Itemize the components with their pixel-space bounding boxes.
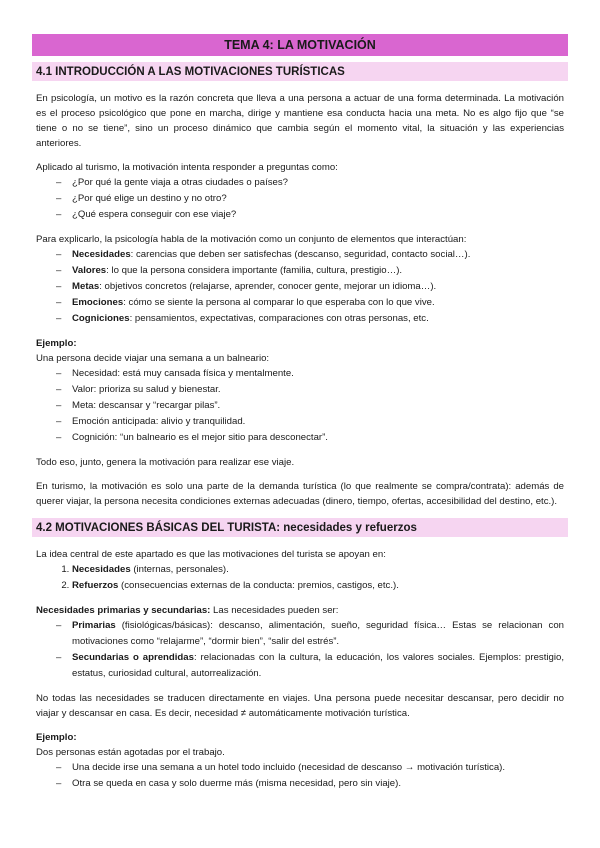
term: Cogniciones — [72, 313, 130, 324]
term: Primarias — [72, 620, 116, 631]
list-item: – Una decide irse una semana a un hotel todo incluido (necesidad de descanso → motivación turística). — [56, 760, 564, 776]
paragraph: Todo eso, junto, genera la motivación para realizar ese viaje. — [36, 457, 295, 468]
list-item: – Otra se queda en casa y solo duerme más (misma necesidad, pero sin viaje). — [56, 776, 564, 792]
list-item — [72, 562, 564, 578]
paragraph: En psicología, un motivo es la razón concreta que lleva a una persona a actuar de una forma determinada. La motivación es el proceso psicológico que pone en marcha, dirige y mantiene esa conducta hacia una meta. No es algo fijo que “se tiene o no se tiene”, sino un proceso dinámico que cambia según el momento vital, la situación y las experiencias anteriores. — [36, 93, 564, 149]
example-list — [36, 366, 564, 446]
paragraph — [36, 603, 564, 618]
list-item — [56, 311, 564, 327]
term: Necesidades — [72, 249, 131, 260]
list-item: – Cognición: “un balneario es el mejor sitio para desconectar”. — [56, 430, 564, 446]
list-item: – ¿Qué espera conseguir con ese viaje? — [56, 207, 564, 223]
term-definition: : carencias que deben ser satisfechas (descanso, seguridad, contacto social…). — [130, 249, 471, 260]
term-definition: (consecuencias externas de la conducta: premios, castigos, etc.). — [118, 580, 399, 591]
term-definition: : objetivos concretos (relajarse, aprender, conocer gente, mejorar un idioma…). — [99, 281, 437, 292]
list-item — [72, 578, 564, 594]
needs-list — [36, 618, 564, 682]
example-intro: Dos personas están agotadas por el trabajo. — [36, 747, 225, 758]
example-title: Ejemplo: — [36, 338, 77, 349]
paragraph: La idea central de este apartado es que las motivaciones del turista se apoyan en: — [36, 549, 386, 560]
example-intro: Una persona decide viajar una semana a un balneario: — [36, 353, 270, 364]
term-definition: : lo que la persona considera importante (familia, cultura, prestigio…). — [106, 265, 403, 276]
list-item — [56, 247, 564, 263]
paragraph: Aplicado al turismo, la motivación intenta responder a preguntas como: — [36, 162, 338, 173]
section-heading-4-2: 4.2 MOTIVACIONES BÁSICAS DEL TURISTA: necesidades y refuerzos — [32, 518, 568, 537]
example-list — [36, 760, 564, 792]
term-definition: : pensamientos, expectativas, comparaciones con otras personas, etc. — [129, 313, 429, 324]
paragraph: No todas las necesidades se traducen directamente en viajes. Una persona puede necesitar descansar, pero decidir no viajar y descansar en casa. Es decir, necesidad ≠ automáticamente motivación turística. — [36, 693, 564, 719]
list-item: – Meta: descansar y “recargar pilas”. — [56, 398, 564, 414]
term: Refuerzos — [72, 580, 119, 591]
needs-intro: Las necesidades pueden ser: — [210, 605, 339, 616]
example-title: Ejemplo: — [36, 732, 77, 743]
term: Metas — [72, 281, 100, 292]
term-definition: (fisiológicas/básicas): descanso, alimentación, sueño, seguridad física… Estas se relacionan con motivaciones como “relajarme”, “dormir bien”, “salir del estrés”. — [72, 620, 564, 647]
list-item — [56, 618, 564, 650]
term-definition: : relacionadas con la cultura, la educación, los valores sociales. Ejemplos: prestigio, estatus, curiosidad cultural, autorrealización. — [72, 652, 564, 679]
list-item — [56, 263, 564, 279]
term: Valores — [72, 265, 107, 276]
numbered-list — [36, 562, 564, 594]
term-definition: (internas, personales). — [130, 564, 229, 575]
list-item — [56, 279, 564, 295]
term: Emociones — [72, 297, 124, 308]
term: Necesidades — [72, 564, 131, 575]
list-item: – Valor: prioriza su salud y bienestar. — [56, 382, 564, 398]
list-item: – ¿Por qué elige un destino y no otro? — [56, 191, 564, 207]
term-definition: : cómo se siente la persona al comparar lo que esperaba con lo que vive. — [123, 297, 435, 308]
list-item: – ¿Por qué la gente viaja a otras ciudades o países? — [56, 175, 564, 191]
section-heading-4-1: 4.1 INTRODUCCIÓN A LAS MOTIVACIONES TURÍSTICAS — [32, 62, 568, 81]
questions-list — [36, 175, 564, 223]
list-item — [56, 650, 564, 682]
list-item: – Emoción anticipada: alivio y tranquilidad. — [56, 414, 564, 430]
list-item — [56, 295, 564, 311]
list-item: – Necesidad: está muy cansada física y mentalmente. — [56, 366, 564, 382]
elements-list — [36, 247, 564, 327]
paragraph: Para explicarlo, la psicología habla de la motivación como un conjunto de elementos que interactúan: — [36, 234, 467, 245]
document-title: TEMA 4: LA MOTIVACIÓN — [32, 34, 568, 56]
needs-title: Necesidades primarias y secundarias: — [36, 605, 211, 616]
paragraph: En turismo, la motivación es solo una parte de la demanda turística (lo que realmente se compra/contrata): además de querer viajar, la persona necesita condiciones externas adecuadas (dinero, tiempo, ofertas, accesibilidad del destino, etc.). — [36, 481, 564, 507]
term: Secundarias o aprendidas — [72, 652, 194, 663]
